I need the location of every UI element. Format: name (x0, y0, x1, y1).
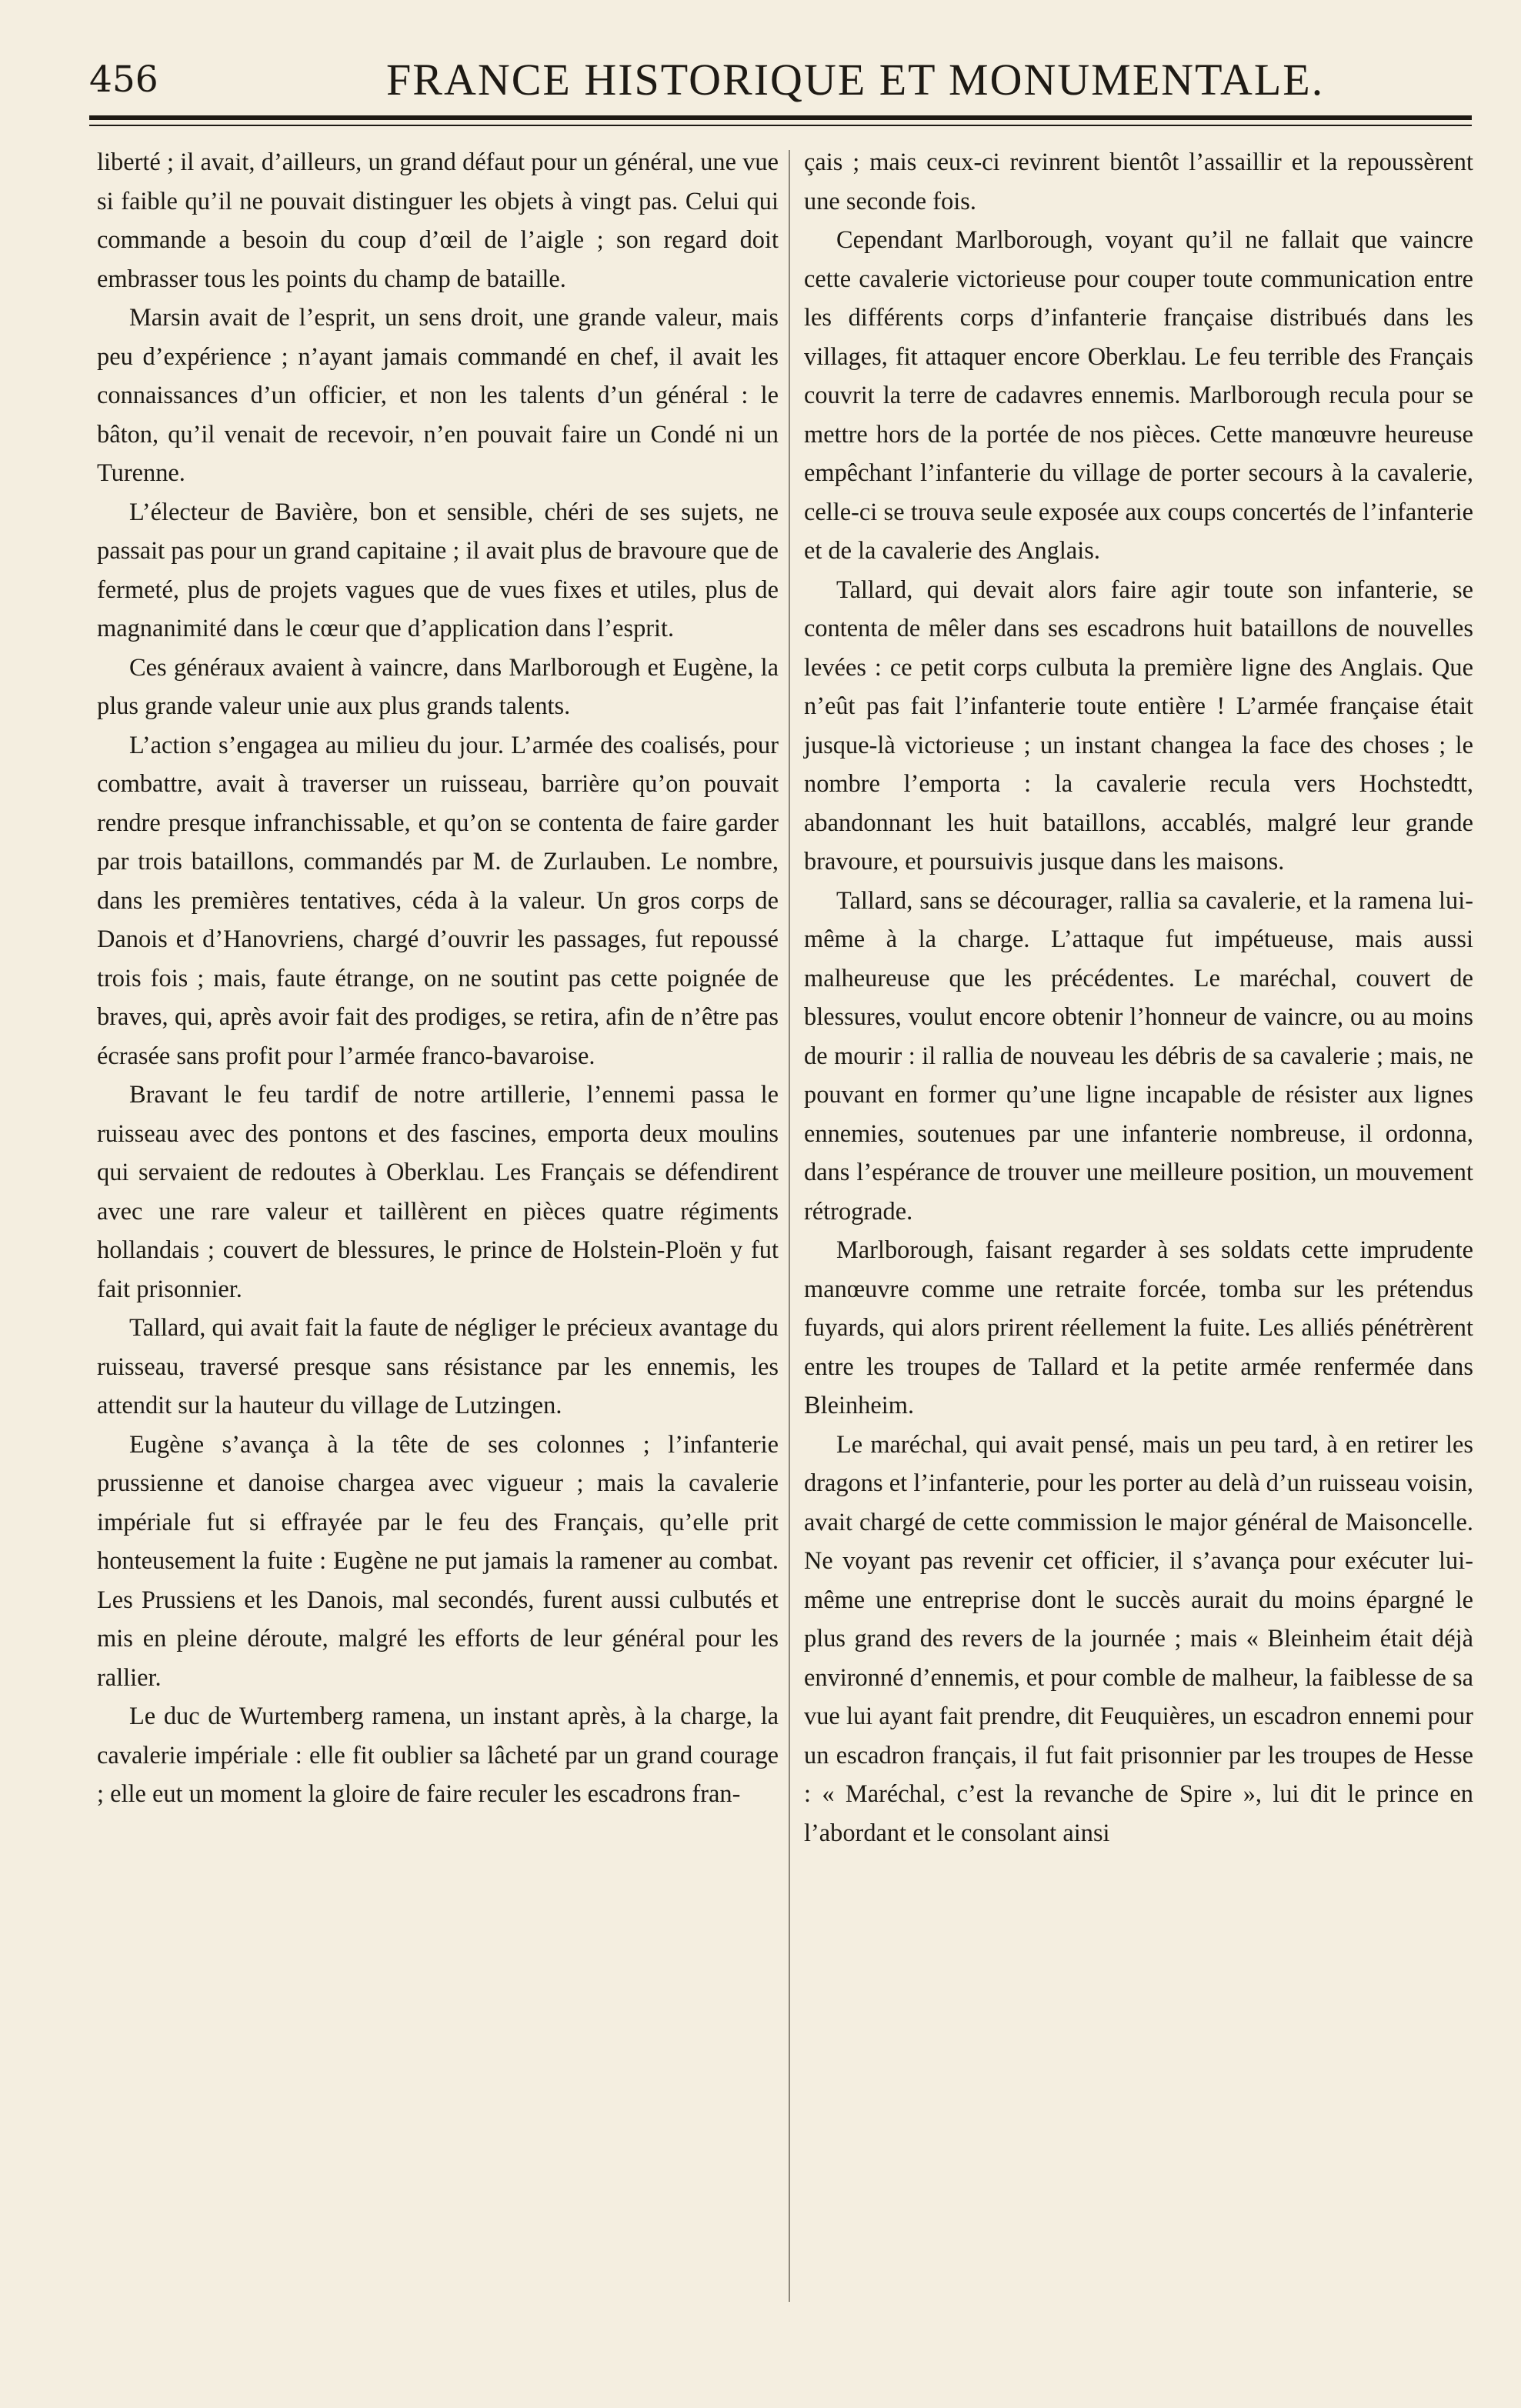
left-column (97, 143, 779, 1814)
paragraph: L’électeur de Bavière, bon et sensible, chéri de ses sujets, ne passait pas pour un grand capitaine ; il avait plus de bravoure que de fermeté, plus de projets vagues que de vues fixes et utiles, plus de magnanimité dans le cœur que d’application dans l’esprit. (97, 498, 779, 642)
running-title: FRANCE HISTORIQUE ET MONUMENTALE. (386, 55, 1325, 105)
right-column (804, 143, 1473, 1853)
column-separator (789, 150, 790, 2302)
paragraph: çais ; mais ceux-ci revinrent bientôt l’assaillir et la repoussèrent une seconde fois. (804, 148, 1473, 215)
page-header (89, 49, 1475, 111)
paragraph: Marsin avait de l’esprit, un sens droit, une grande valeur, mais peu d’expérience ; n’ayant jamais commandé en chef, il avait les connaissances d’un officier, et non les talents d’un général : le bâton, qu’il venait de recevoir, n’en pouvait faire un Condé ni un Turenne. (97, 304, 779, 487)
paragraph: Tallard, qui avait fait la faute de négliger le précieux avantage du ruisseau, traversé presque sans résistance par les ennemis, les attendit sur la hauteur du village de Lutzingen. (97, 1314, 779, 1419)
paragraph: Le maréchal, qui avait pensé, mais un peu tard, à en retirer les dragons et l’infanterie, pour les porter au delà d’un ruisseau voisin, avait chargé de cette commission le major général de Maisoncelle. Ne voyant pas revenir cet officier, il s’avança pour exécuter lui-même une entreprise dont le succès aurait du moins épargné le plus grand des revers de la journée ; mais « Bleinheim était déjà environné d’ennemis, et pour comble de malheur, la faiblesse de sa vue lui ayant fait prendre, dit Feuquières, un escadron ennemi pour un escadron français, il fut fait prisonnier par les troupes de Hesse : « Maréchal, c’est la revanche de Spire », lui dit le prince en l’abordant et le consolant ainsi (804, 1430, 1473, 1847)
paragraph: Tallard, sans se décourager, rallia sa cavalerie, et la ramena lui-même à la charge. L’attaque fut impétueuse, mais aussi malheureuse que les précédentes. Le maréchal, couvert de blessures, voulut encore obtenir l’honneur de vaincre, ou au moins de mourir : il rallia de nouveau les débris de sa cavalerie ; mais, ne pouvant en former qu’une ligne incapable de résister aux lignes ennemies, soutenues par une infanterie nombreuse, il ordonna, dans l’espérance de trouver une meilleure position, un mouvement rétrograde. (804, 886, 1473, 1226)
paragraph: Ces généraux avaient à vaincre, dans Marlborough et Eugène, la plus grande valeur unie aux plus grands talents. (97, 653, 779, 720)
header-rule-thick (89, 115, 1472, 120)
paragraph: liberté ; il avait, d’ailleurs, un grand défaut pour un général, une vue si faible qu’il ne pouvait distinguer les objets à vingt pas. Celui qui commande a besoin du coup d’œil de l’aigle ; son regard doit embrasser tous les points du champ de bataille. (97, 148, 779, 293)
paragraph: Bravant le feu tardif de notre artillerie, l’ennemi passa le ruisseau avec des pontons et des fascines, emporta deux moulins qui servaient de redoutes à Oberklau. Les Français se défendirent avec une rare valeur et taillèrent en pièces quatre régiments hollandais ; couvert de blessures, le prince de Holstein-Ploën y fut fait prisonnier. (97, 1081, 779, 1303)
paragraph: Eugène s’avança à la tête de ses colonnes ; l’infanterie prussienne et danoise chargea avec vigueur ; mais la cavalerie impériale fut si effrayée par le feu des Français, qu’elle prit honteusement la fuite : Eugène ne put jamais la ramener au combat. Les Prussiens et les Danois, mal secondés, furent aussi culbutés et mis en pleine déroute, malgré les efforts de leur général pour les rallier. (97, 1430, 779, 1692)
paragraph: Tallard, qui devait alors faire agir toute son infanterie, se contenta de mêler dans ses escadrons huit bataillons de nouvelles levées : ce petit corps culbuta la première ligne des Anglais. Que n’eût pas fait l’infanterie toute entière ! L’armée française était jusque-là victorieuse ; un instant changea la face des choses ; le nombre l’emporta : la cavalerie recula vers Hochstedtt, abandonnant les huit bataillons, accablés, malgré leur grande bravoure, et poursuivis jusque dans les maisons. (804, 575, 1473, 875)
paragraph: Cependant Marlborough, voyant qu’il ne fallait que vaincre cette cavalerie victorieuse pour couper toute communication entre les différents corps d’infanterie française distribués dans les villages, fit attaquer encore Oberklau. Le feu terrible des Français couvrit la terre de cadavres ennemis. Marlborough recula pour se mettre hors de la portée de nos pièces. Cette manœuvre heureuse empêchant l’infanterie du village de porter secours à la cavalerie, celle-ci se trouva seule exposée aux coups concertés de l’infanterie et de la cavalerie des Anglais. (804, 226, 1473, 565)
paragraph: Marlborough, faisant regarder à ses soldats cette imprudente manœuvre comme une retraite forcée, tomba sur les prétendus fuyards, qui alors prirent réellement la fuite. Les alliés pénétrèrent entre les troupes de Tallard et la petite armée renfermée dans Bleinheim. (804, 1236, 1473, 1419)
paragraph: L’action s’engagea au milieu du jour. L’armée des coalisés, pour combattre, avait à traverser un ruisseau, barrière qu’on pouvait rendre presque infranchissable, et qu’on se contenta de faire garder par trois bataillons, commandés par M. de Zurlauben. Le nombre, dans les premières tentatives, céda à la valeur. Un gros corps de Danois et d’Hanovriens, chargé d’ouvrir les passages, fut repoussé trois fois ; mais, faute étrange, on ne soutint pas cette poignée de braves, qui, après avoir fait des prodiges, se retira, afin de n’être pas écrasée sans profit pour l’armée franco-bavaroise. (97, 731, 779, 1070)
header-rule-thin (89, 125, 1472, 126)
page-number: 456 (89, 58, 158, 101)
paragraph: Le duc de Wurtemberg ramena, un instant après, à la charge, la cavalerie impériale : elle fit oublier sa lâcheté par un grand courage ; elle eut un moment la gloire de faire reculer les escadrons fran- (97, 1703, 779, 1808)
